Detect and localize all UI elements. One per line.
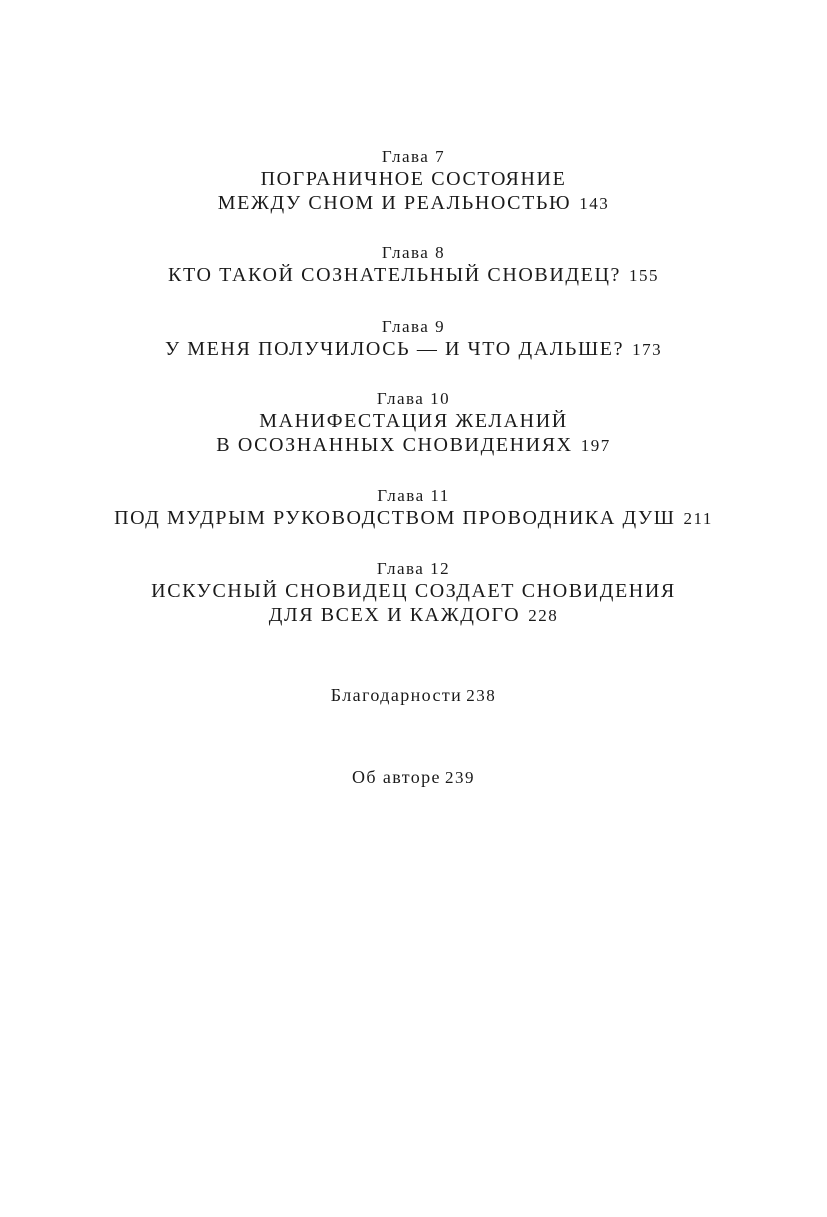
- toc-entry-chapter-12: [0, 559, 827, 628]
- page-number: 173: [632, 340, 663, 359]
- toc-entry-acknowledgements: [0, 684, 827, 707]
- chapter-label: Глава 8: [381, 243, 446, 262]
- chapter-title-line-1: [0, 506, 827, 531]
- chapter-title-line-1: [0, 263, 827, 288]
- page-number: 228: [528, 606, 559, 625]
- page-number: 143: [579, 194, 610, 213]
- page-number: 197: [580, 436, 611, 455]
- toc-entry-chapter-9: [0, 317, 827, 362]
- chapter-title-text: МЕЖДУ СНОМ И РЕАЛЬНОСТЬЮ: [217, 192, 572, 214]
- page-number: 211: [683, 509, 713, 528]
- chapter-title-line-1: МАНИФЕСТАЦИЯ ЖЕЛАНИЙ: [259, 410, 568, 432]
- chapter-title-text: КТО ТАКОЙ СОЗНАТЕЛЬНЫЙ СНОВИДЕЦ?: [168, 264, 621, 286]
- chapter-label: Глава 11: [377, 486, 450, 505]
- acknowledgements-label: Благодарности: [330, 685, 463, 705]
- chapter-label: Глава 9: [381, 317, 446, 336]
- chapter-title-text: В ОСОЗНАННЫХ СНОВИДЕНИЯХ: [216, 434, 573, 456]
- chapter-label: Глава 7: [381, 147, 446, 166]
- toc-entry-chapter-8: [0, 243, 827, 288]
- chapter-title-line-1: ИСКУСНЫЙ СНОВИДЕЦ СОЗДАЕТ СНОВИДЕНИЯ: [151, 580, 676, 602]
- chapter-title-text: ПОД МУДРЫМ РУКОВОДСТВОМ ПРОВОДНИКА ДУШ: [114, 507, 676, 529]
- page-number: 239: [444, 768, 475, 787]
- chapter-title-line-2: [0, 603, 827, 628]
- chapter-title-line-1: ПОГРАНИЧНОЕ СОСТОЯНИЕ: [260, 168, 567, 190]
- chapter-label: Глава 12: [376, 559, 451, 578]
- toc-entry-chapter-10: [0, 389, 827, 458]
- chapter-title-text: У МЕНЯ ПОЛУЧИЛОСЬ — И ЧТО ДАЛЬШЕ?: [164, 338, 625, 360]
- toc-entry-chapter-11: [0, 486, 827, 531]
- chapter-label: Глава 10: [376, 389, 451, 408]
- chapter-title-line-2: [0, 191, 827, 216]
- toc-entry-chapter-7: [0, 147, 827, 216]
- page-number: 155: [629, 266, 659, 285]
- page-number: 238: [466, 686, 497, 705]
- chapter-title-line-1: [0, 337, 827, 362]
- toc-entry-about-author: [0, 766, 827, 789]
- about-author-label: Об авторе: [352, 767, 441, 787]
- chapter-title-text: ДЛЯ ВСЕХ И КАЖДОГО: [268, 604, 521, 626]
- chapter-title-line-2: [0, 433, 827, 458]
